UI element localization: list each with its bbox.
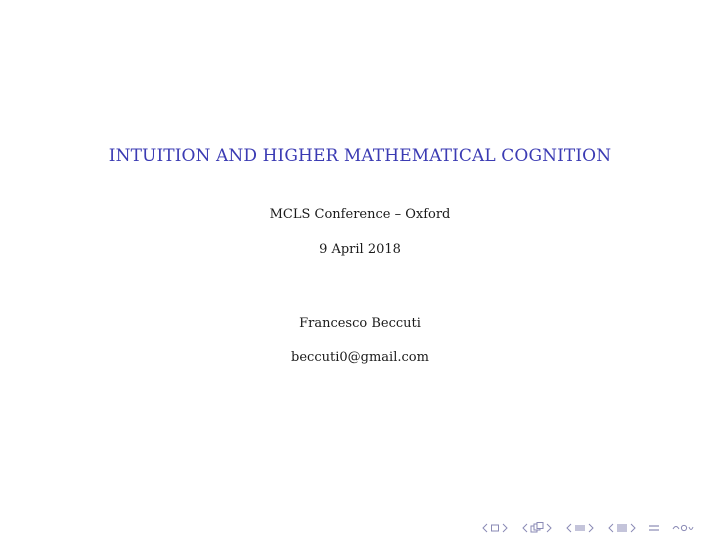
nav-section-lines-icon[interactable] [616,522,628,534]
nav-document-icon[interactable] [648,522,660,534]
nav-prev-arrow-icon[interactable] [520,522,530,534]
nav-frame-group [480,522,510,534]
nav-search-icon[interactable] [670,522,694,534]
nav-document-group [648,522,660,534]
slide-author: Francesco Beccuti [299,316,421,331]
slide-subtitle: MCLS Conference – Oxford [269,207,451,222]
nav-section-frame-icon[interactable] [574,522,586,534]
nav-next-arrow-icon[interactable] [586,522,596,534]
nav-subsection-frame-icon[interactable] [530,522,544,534]
slide-email: beccuti0@gmail.com [291,350,429,365]
slide-title: INTUITION AND HIGHER MATHEMATICAL COGNITION [108,146,612,166]
nav-slide-frame-icon[interactable] [490,522,500,534]
nav-search-group [670,522,694,534]
nav-subsection-group [520,522,554,534]
nav-prev-arrow-icon[interactable] [480,522,490,534]
nav-next-arrow-icon[interactable] [544,522,554,534]
nav-next-arrow-icon[interactable] [628,522,638,534]
beamer-navigation-bar [480,520,694,536]
nav-prev-arrow-icon[interactable] [606,522,616,534]
nav-prev-arrow-icon[interactable] [564,522,574,534]
nav-section-group [564,522,596,534]
slide-date: 9 April 2018 [319,242,401,257]
nav-section-lines-group [606,522,638,534]
nav-next-arrow-icon[interactable] [500,522,510,534]
